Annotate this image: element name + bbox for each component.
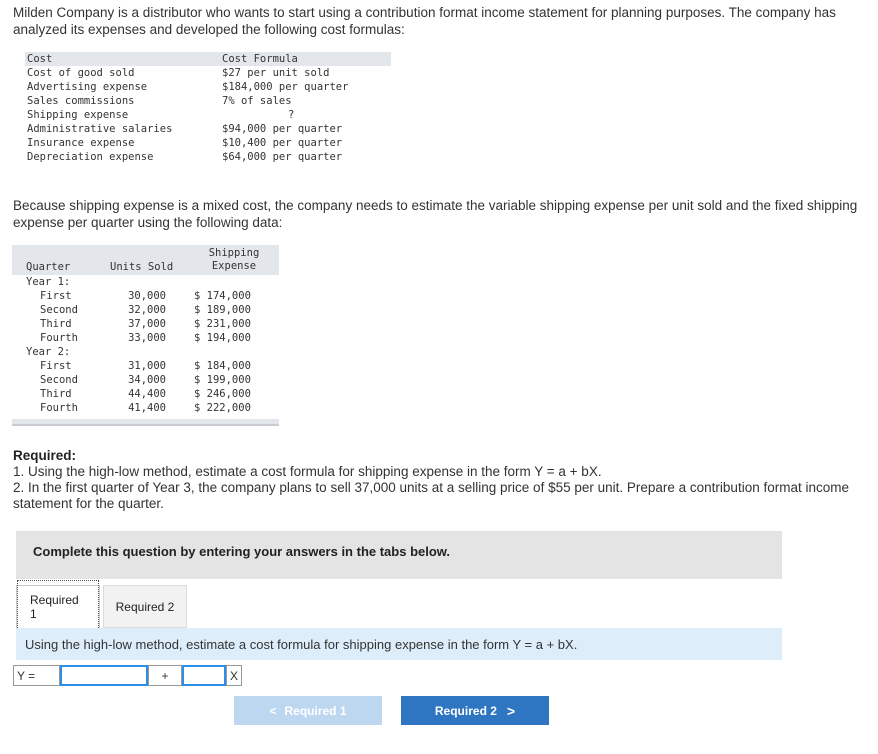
units-cell: 44,400	[128, 388, 166, 400]
cost-name: Shipping expense	[27, 109, 129, 121]
units-cell: 32,000	[128, 304, 166, 316]
table-row	[12, 373, 279, 387]
table-row	[12, 401, 279, 415]
table-row	[12, 387, 279, 401]
units-cell: 41,400	[128, 402, 166, 414]
expense-cell: $ 189,000	[194, 304, 251, 316]
fixed-cost-a-cell	[60, 665, 148, 686]
shipping-data-table	[12, 245, 279, 426]
cost-column-header: Cost	[27, 53, 53, 65]
cost-formula-column-header: Cost Formula	[222, 53, 298, 65]
chevron-left-icon: <	[269, 703, 277, 718]
cost-formula: 7% of sales	[222, 95, 292, 107]
expense-cell: $ 222,000	[194, 402, 251, 414]
fixed-cost-a-input[interactable]	[62, 667, 146, 684]
table-footer-rule	[12, 419, 279, 426]
next-required-2-button[interactable]	[401, 696, 549, 725]
cost-name: Insurance expense	[27, 137, 135, 149]
table-row	[25, 150, 391, 164]
table-row	[25, 136, 391, 150]
units-cell: 34,000	[128, 374, 166, 386]
table-row	[25, 108, 391, 122]
instruction-text: Complete this question by entering your answers in the tabs below.	[33, 544, 451, 559]
prev-button-label: Required 1	[284, 703, 347, 718]
variable-rate-b-input[interactable]	[184, 667, 224, 684]
year-label: Year 1:	[26, 276, 71, 288]
expense-header-line1: Shipping	[208, 247, 260, 259]
year-label: Year 2:	[26, 346, 71, 358]
quarter-column-header: Quarter	[26, 261, 71, 273]
quarter-cell: Third	[40, 318, 72, 330]
cost-formula: $64,000 per quarter	[222, 151, 343, 163]
cost-formula: ?	[288, 109, 295, 121]
expense-cell: $ 184,000	[194, 360, 251, 372]
table-row	[25, 94, 391, 108]
year-label-row	[12, 275, 279, 289]
table-row	[12, 317, 279, 331]
chevron-right-icon: >	[506, 702, 516, 719]
tab-required-2[interactable]	[103, 585, 187, 628]
cost-name: Depreciation expense	[27, 151, 154, 163]
table-row	[12, 359, 279, 373]
units-column-header: Units Sold	[110, 261, 174, 273]
cost-name: Advertising expense	[27, 81, 148, 93]
ship-table-header	[12, 245, 279, 275]
table-row	[12, 303, 279, 317]
table-row	[12, 289, 279, 303]
quarter-cell: First	[40, 290, 72, 302]
tab-label: Required 1	[17, 580, 99, 634]
expense-cell: $ 231,000	[194, 318, 251, 330]
cost-name: Administrative salaries	[27, 123, 173, 135]
year-label-row	[12, 345, 279, 359]
quarter-cell: Third	[40, 388, 72, 400]
units-cell: 33,000	[128, 332, 166, 344]
x-label: X	[226, 665, 242, 686]
y-equals-label: Y =	[13, 665, 60, 686]
units-cell: 30,000	[128, 290, 166, 302]
variable-rate-b-cell	[182, 665, 226, 686]
expense-column-header	[206, 247, 262, 273]
quarter-cell: Second	[40, 374, 78, 386]
cost-formula: $184,000 per quarter	[222, 81, 349, 93]
quarter-cell: First	[40, 360, 72, 372]
cost-formula: $27 per unit sold	[222, 67, 330, 79]
question-bar	[16, 628, 782, 660]
cost-table-header	[25, 52, 391, 66]
instruction-banner	[16, 531, 782, 579]
cost-name: Cost of good sold	[27, 67, 135, 79]
expense-header-line2: Expense	[211, 260, 257, 272]
quarter-cell: Second	[40, 304, 78, 316]
quarter-cell: Fourth	[40, 332, 78, 344]
plus-sign: +	[148, 665, 182, 686]
units-cell: 37,000	[128, 318, 166, 330]
required-item-1: 1. Using the high-low method, estimate a cost formula for shipping expense in the form Y = a + bX.	[13, 464, 602, 479]
required-item-2: 2. In the first quarter of Year 3, the company plans to sell 37,000 units at a selling price of $55 per unit. Prepare a contribution format income statement for the quarter.	[13, 480, 849, 511]
units-cell: 31,000	[128, 360, 166, 372]
cost-formula: $10,400 per quarter	[222, 137, 343, 149]
table-row	[25, 122, 391, 136]
intro-paragraph: Milden Company is a distributor who wants to start using a contribution format income statement for planning purposes. The company has analyzed its expenses and developed the following cost formulas:	[13, 5, 836, 37]
required-title: Required:	[13, 448, 77, 463]
cost-formula: $94,000 per quarter	[222, 123, 343, 135]
expense-cell: $ 194,000	[194, 332, 251, 344]
tab-required-1[interactable]	[16, 585, 100, 628]
required-section	[13, 448, 863, 512]
table-row	[25, 66, 391, 80]
quarter-cell: Fourth	[40, 402, 78, 414]
expense-cell: $ 174,000	[194, 290, 251, 302]
expense-cell: $ 246,000	[194, 388, 251, 400]
prev-required-1-button[interactable]	[234, 696, 382, 725]
table-row	[12, 331, 279, 345]
expense-cell: $ 199,000	[194, 374, 251, 386]
cost-formula-table	[25, 52, 391, 164]
shipping-paragraph: Because shipping expense is a mixed cost, the company needs to estimate the variable shipping expense per unit sold and the fixed shipping expense per quarter using the following data:	[13, 198, 858, 230]
table-row	[25, 80, 391, 94]
next-button-label: Required 2	[434, 703, 497, 718]
question-text: Using the high-low method, estimate a cost formula for shipping expense in the form Y = a + bX.	[25, 637, 578, 652]
tab-label: Required 2	[115, 599, 175, 614]
cost-name: Sales commissions	[27, 95, 135, 107]
